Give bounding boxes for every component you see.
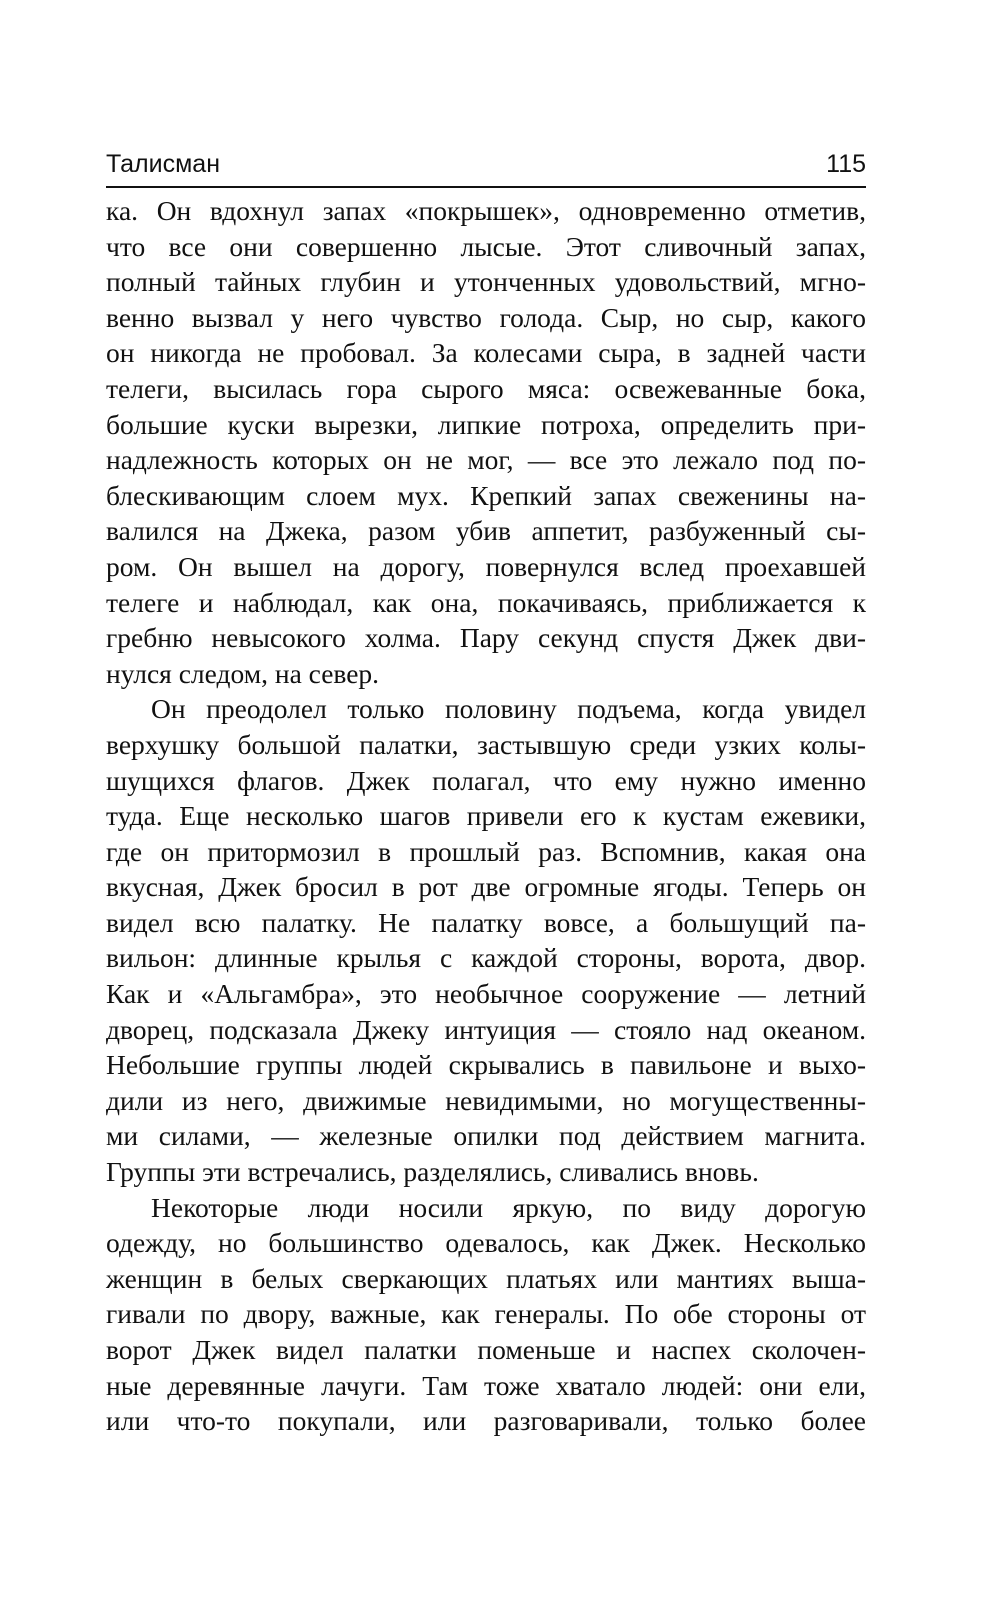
text-line: гивали по двору, важные, как генералы. По обе стороны от bbox=[106, 1298, 866, 1330]
paragraph bbox=[106, 691, 866, 1189]
text-line: блескивающим слоем мух. Крепкий запах свеженины на- bbox=[106, 479, 866, 511]
text-line: дворец, подсказала Джеку интуиция — стояло над океаном. bbox=[106, 1013, 866, 1045]
text-line: или что-то покупали, или разговаривали, только более bbox=[106, 1405, 866, 1437]
paragraph bbox=[106, 193, 866, 691]
text-line: венно вызвал у него чувство голода. Сыр, но сыр, какого bbox=[106, 301, 866, 333]
book-title: Талисман bbox=[106, 150, 221, 178]
text-line: туда. Еще несколько шагов привели его к кустам ежевики, bbox=[106, 800, 866, 832]
text-line: дили из него, движимые невидимыми, но могущественны- bbox=[106, 1084, 866, 1116]
body-text bbox=[106, 193, 866, 1439]
text-line: шущихся флагов. Джек полагал, что ему нужно именно bbox=[106, 764, 866, 796]
text-line: где он притормозил в прошлый раз. Вспомнив, какая она bbox=[106, 835, 866, 867]
text-line: ром. Он вышел на дорогу, повернулся вслед проехавшей bbox=[106, 550, 866, 582]
text-line: телеге и наблюдал, как она, покачиваясь, приближается к bbox=[106, 586, 866, 618]
text-line: надлежность которых он не мог, — все это лежало под по- bbox=[106, 444, 866, 476]
text-line: видел всю палатку. Не палатку вовсе, а большущий па- bbox=[106, 906, 866, 938]
text-line: валился на Джека, разом убив аппетит, разбуженный сы- bbox=[106, 515, 866, 547]
text-line: полный тайных глубин и утонченных удовольствий, мгно- bbox=[106, 266, 866, 298]
text-line: ми силами, — железные опилки под действием магнита. bbox=[106, 1120, 866, 1152]
text-line: Как и «Альгамбра», это необычное сооружение — летний bbox=[106, 978, 866, 1010]
paragraph bbox=[106, 1190, 866, 1439]
running-header bbox=[106, 146, 866, 188]
text-line: Группы эти встречались, разделялись, сливались вновь. bbox=[106, 1156, 759, 1188]
text-line: вкусная, Джек бросил в рот две огромные ягоды. Теперь он bbox=[106, 871, 866, 903]
text-line: гребню невысокого холма. Пару секунд спустя Джек дви- bbox=[106, 622, 866, 654]
page-number: 115 bbox=[826, 150, 866, 178]
text-line: ные деревянные лачуги. Там тоже хватало людей: они ели, bbox=[106, 1369, 866, 1401]
text-line: ка. Он вдохнул запах «покрышек», одновременно отметив, bbox=[106, 195, 866, 226]
text-line: Некоторые люди носили яркую, по виду дорогую bbox=[151, 1191, 866, 1223]
text-line: Небольшие группы людей скрывались в павильоне и выхо- bbox=[106, 1049, 866, 1081]
text-line: что все они совершенно лысые. Этот сливочный запах, bbox=[106, 230, 866, 262]
text-line: телеги, высилась гора сырого мяса: освежеванные бока, bbox=[106, 372, 866, 404]
text-line: вильон: длинные крылья с каждой стороны, ворота, двор. bbox=[106, 942, 866, 974]
text-line: верхушку большой палатки, застывшую среди узких колы- bbox=[106, 728, 866, 760]
text-line: одежду, но большинство одевалось, как Джек. Несколько bbox=[106, 1227, 866, 1259]
text-line: большие куски вырезки, липкие потроха, определить при- bbox=[106, 408, 866, 440]
text-line: он никогда не пробовал. За колесами сыра, в задней части bbox=[106, 337, 866, 369]
text-line: Он преодолел только половину подъема, когда увидел bbox=[151, 693, 866, 725]
text-line: ворот Джек видел палатки поменьше и наспех сколочен- bbox=[106, 1334, 866, 1365]
text-line: нулся следом, на север. bbox=[106, 657, 380, 689]
text-line: женщин в белых сверкающих платьях или мантиях выша- bbox=[106, 1262, 866, 1294]
